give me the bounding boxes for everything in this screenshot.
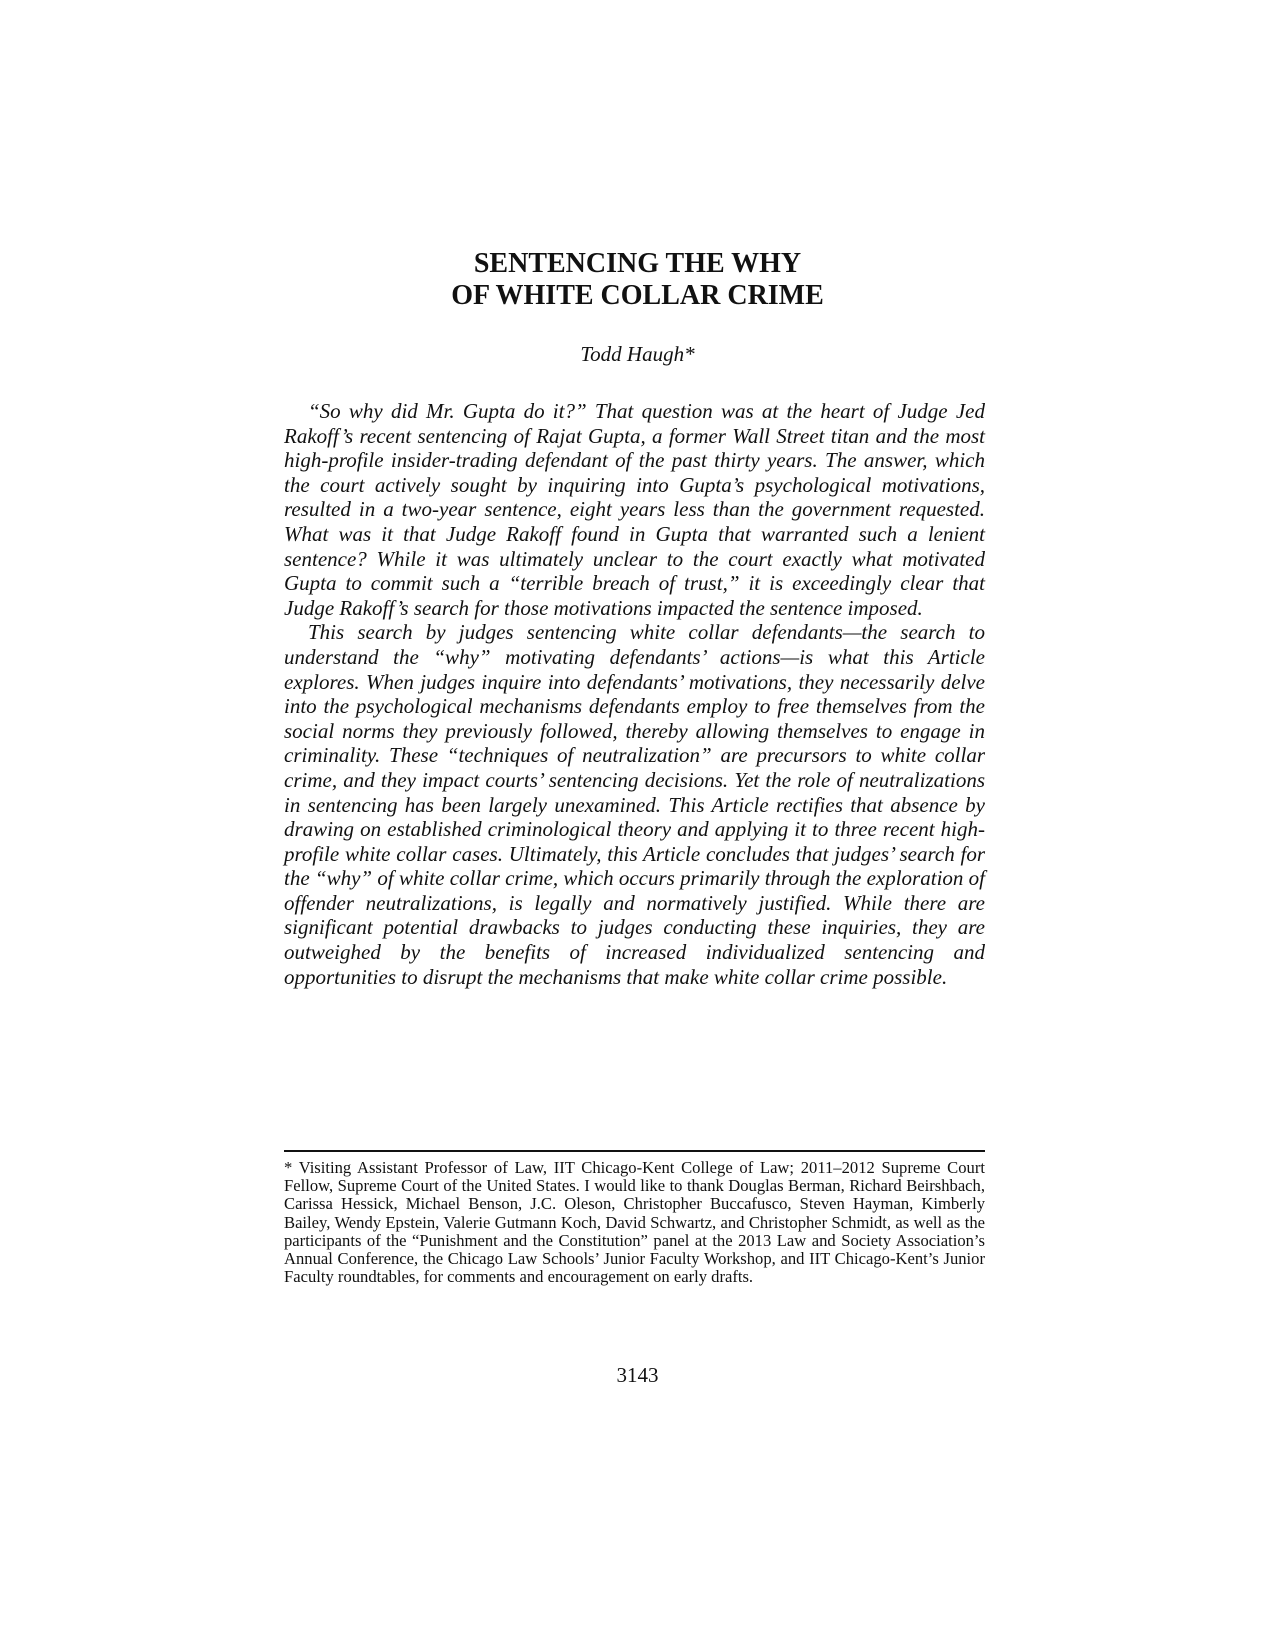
title-line-2: OF WHITE COLLAR CRIME xyxy=(451,280,824,311)
page-number: 3143 xyxy=(616,1363,659,1387)
footnote-divider xyxy=(284,1150,985,1152)
abstract-paragraph-2: This search by judges sentencing white collar defendants—the search to understand the “why” motivating defendants’ actions—is what this Article explores. When judges inquire into defendants’ motivations, they necessarily delve into the psychological mechanisms defendants employ to free themselves from the social norms they previously followed, thereby allowing themselves to engage in criminality. These “techniques of neutralization” are precursors to white collar crime, and they impact courts’ sentencing decisions. Yet the role of neutralizations in sentencing has been largely unexamined. This Article rectifies that absence by drawing on established criminological theory and applying it to three recent high-profile white collar cases. Ultimately, this Article concludes that judges’ search for the “why” of white collar crime, which occurs primarily through the exploration of offender neutralizations, is legally and normatively justified. While there are significant potential drawbacks to judges conducting these inquiries, they are outweighed by the benefits of increased individualized sentencing and opportunities to disrupt the mechanisms that make white collar crime possible. xyxy=(284,620,985,989)
abstract-paragraph-1: “So why did Mr. Gupta do it?” That question was at the heart of Judge Jed Rakoff’s recent sentencing of Rajat Gupta, a former Wall Street titan and the most high-profile insider-trading defendant of the past thirty years. The answer, which the court actively sought by inquiring into Gupta’s psychological motivations, resulted in a two-year sentence, eight years less than the government requested. What was it that Judge Rakoff found in Gupta that warranted such a lenient sentence? While it was ultimately unclear to the court exactly what motivated Gupta to commit such a “terrible breach of trust,” it is exceedingly clear that Judge Rakoff’s search for those motivations impacted the sentence imposed. xyxy=(284,399,985,620)
title-line-1: SENTENCING THE WHY xyxy=(473,248,802,279)
author-footnote: * Visiting Assistant Professor of Law, IIT Chicago-Kent College of Law; 2011–2012 Supreme Court Fellow, Supreme Court of the United States. I would like to thank Douglas Berman, Richard Beirshbach, Carissa Hessick, Michael Benson, J.C. Oleson, Christopher Buccafusco, Steven Hayman, Kimberly Bailey, Wendy Epstein, Valerie Gutmann Koch, David Schwartz, and Christopher Schmidt, as well as the participants of the “Punishment and the Constitution” panel at the 2013 Law and Society Association’s Annual Conference, the Chicago Law Schools’ Junior Faculty Workshop, and IIT Chicago-Kent’s Junior Faculty roundtables, for comments and encouragement on early drafts. xyxy=(284,1158,985,1287)
author-name: Todd Haugh* xyxy=(580,342,695,366)
article-title xyxy=(0,248,1275,312)
abstract xyxy=(284,399,985,989)
